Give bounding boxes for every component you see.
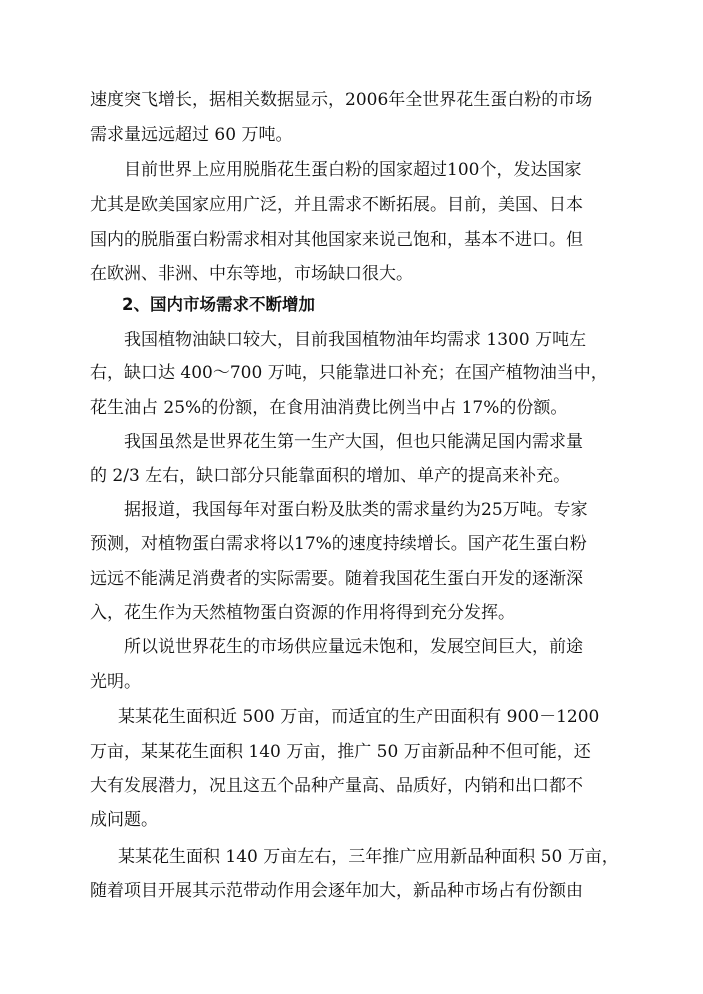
text-line: 成问题。 xyxy=(90,810,158,830)
paragraph-start-line: 目前世界上应用脱脂花生蛋白粉的国家超过100个，发达国家 xyxy=(124,160,582,180)
paragraph-start-line: 某某花生面积 140 万亩左右，三年推广应用新品种面积 50 万亩， xyxy=(118,847,619,867)
text-line: 远远不能满足消费者的实际需要。随着我国花生蛋白开发的逐渐深 xyxy=(90,569,583,589)
section-heading: 2、国内市场需求不断增加 xyxy=(122,295,315,314)
text-line: 在欧洲、非洲、中东等地，市场缺口很大。 xyxy=(90,264,413,284)
text-line: 花生油占 25%的份额，在食用油消费比例当中占 17%的份额。 xyxy=(90,398,568,418)
text-line: 大有发展潜力，况且这五个品种产量高、品质好，内销和出口都不 xyxy=(90,776,583,796)
text-line: 尤其是欧美国家应用广泛，并且需求不断拓展。目前，美国、日本 xyxy=(90,195,583,215)
text-line: 万亩，某某花生面积 140 万亩，推广 50 万亩新品种不但可能，还 xyxy=(90,742,591,762)
text-line: 入，花生作为天然植物蛋白资源的作用将得到充分发挥。 xyxy=(90,603,515,623)
text-line: 的 2/3 左右，缺口部分只能靠面积的增加、单产的提高来补充。 xyxy=(90,466,571,486)
paragraph-start-line: 所以说世界花生的市场供应量远未饱和，发展空间巨大，前途 xyxy=(124,637,583,657)
text-line: 速度突飞增长，据相关数据显示，2006年全世界花生蛋白粉的市场 xyxy=(90,90,593,110)
text-line: 随着项目开展其示范带动作用会逐年加大，新品种市场占有份额由 xyxy=(90,881,583,901)
paragraph-start-line: 我国植物油缺口较大，目前我国植物油年均需求 1300 万吨左 xyxy=(124,330,587,350)
text-line: 光明。 xyxy=(90,672,141,692)
text-line: 右，缺口达 400～700 万吨，只能靠进口补充；在国产植物油当中， xyxy=(90,363,608,383)
text-line: 预测，对植物蛋白需求将以17%的速度持续增长。国产花生蛋白粉 xyxy=(90,534,587,554)
text-line: 需求量远远超过 60 万吨。 xyxy=(90,125,293,145)
text-line: 国内的脱脂蛋白粉需求相对其他国家来说己饱和，基本不进口。但 xyxy=(90,230,583,250)
paragraph-start-line: 某某花生面积近 500 万亩，而适宜的生产田面积有 900－1200 xyxy=(118,707,600,727)
paragraph-start-line: 据报道，我国每年对蛋白粉及肽类的需求量约为25万吨。专家 xyxy=(124,500,588,520)
paragraph-start-line: 我国虽然是世界花生第一生产大国，但也只能满足国内需求量 xyxy=(124,432,583,452)
